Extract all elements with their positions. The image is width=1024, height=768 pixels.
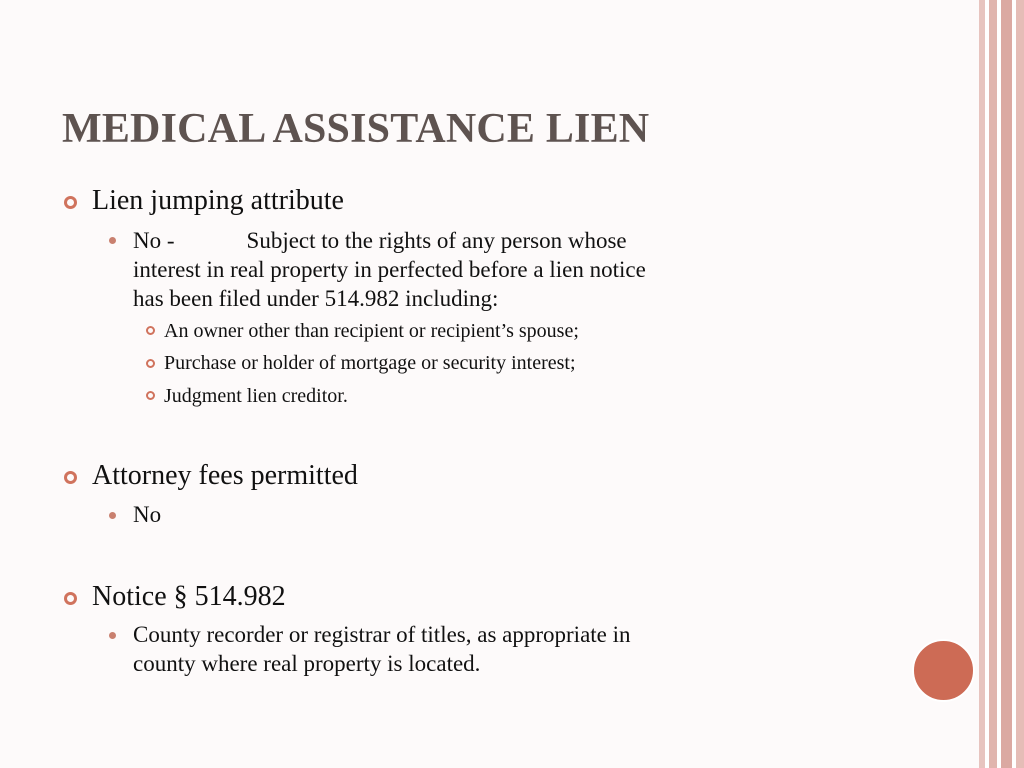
decorative-stripe [1016, 0, 1024, 768]
item-line: Subject to the rights of any person whose [246, 228, 627, 253]
small-ring-bullet-icon [146, 326, 155, 335]
slide-title: MEDICAL ASSISTANCE LIEN [62, 106, 650, 152]
dot-bullet-icon [109, 632, 116, 639]
ring-bullet-icon [64, 471, 77, 484]
small-ring-bullet-icon [146, 359, 155, 368]
ring-bullet-icon [64, 196, 77, 209]
decorative-stripe [989, 0, 997, 768]
section-heading: Notice § 514.982 [92, 581, 286, 612]
small-ring-bullet-icon [146, 391, 155, 400]
sub-list-item: Judgment lien creditor. [164, 385, 348, 407]
list-item: County recorder or registrar of titles, as appropriate in [133, 622, 631, 647]
item-line: has been filed under 514.982 including: [133, 286, 499, 311]
list-item [133, 226, 627, 255]
dot-bullet-icon [109, 512, 116, 519]
dot-bullet-icon [109, 237, 116, 244]
item-prefix: No - [133, 228, 175, 253]
item-line: interest in real property in perfected before a lien notice [133, 257, 646, 282]
section-heading: Attorney fees permitted [92, 460, 358, 491]
sub-list-item: Purchase or holder of mortgage or security interest; [164, 352, 576, 374]
section-heading: Lien jumping attribute [92, 185, 344, 216]
decorative-stripe [1001, 0, 1012, 768]
ring-bullet-icon [64, 592, 77, 605]
item-line: county where real property is located. [133, 651, 481, 676]
sub-list-item: An owner other than recipient or recipient’s spouse; [164, 320, 579, 342]
list-item: No [133, 502, 162, 527]
